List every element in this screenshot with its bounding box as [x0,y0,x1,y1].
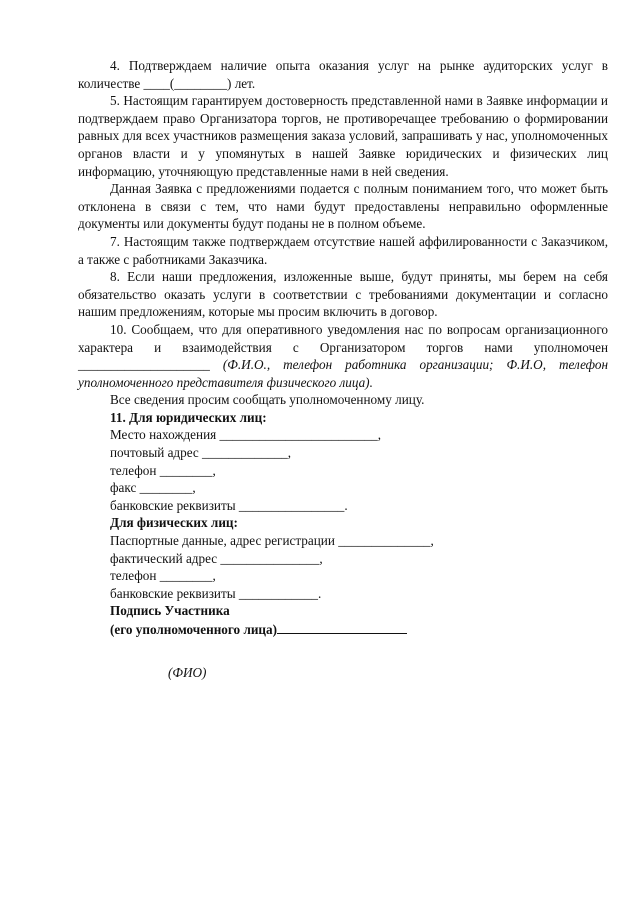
legal-field-address: Место нахождения ________________________, [110,427,382,443]
phys-heading: Для физических лиц: [110,515,238,531]
signature-line [277,620,407,634]
phys-field-bank: банковские реквизиты ____________. [110,585,322,601]
legal-field-fax: факс ________, [110,480,196,496]
paragraph-all-info: Все сведения просим сообщать уполномоченному лицу. [110,392,425,408]
paragraph-10-text: 10. Сообщаем, что для оперативного уведомления нас по вопросам организационного характера и взаимодействия с Организатором торгов нами уполномочен [78,321,608,355]
legal-field-postal: почтовый адрес _____________, [110,445,292,461]
signature-subtitle-text: (его уполномоченного лица) [110,622,278,637]
fio-label: (ФИО) [168,665,207,680]
paragraph-8: 8. Если наши предложения, изложенные выше, будут приняты, мы берем на себя обязательство оказать услуги в соответствии с требованиями документации и согласно нашим предложениям, которые мы просим включить в договор. [78,269,608,320]
paragraph-5: 5. Настоящим гарантируем достоверность представленной нами в Заявке информации и подтверждаем право Организатора торгов, не противоречащее требованию о формировании равных для всех участников размещения заказа условий, запрашивать у нас, уполномоченных органов власти и у упомянутых в нашей Заявке юридических и физических лиц информацию, уточняющую представленные нами в ней сведения. [78,93,608,179]
legal-field-bank: банковские реквизиты ________________. [110,497,348,513]
signature-subtitle [78,620,608,639]
paragraph-10-blank: ____________________ [78,357,210,373]
paragraph-10-note: (Ф.И.О., телефон работника организации; Ф.И.О, телефон уполномоченного представителя физического лица). [78,357,608,390]
phys-field-passport: Паспортные данные, адрес регистрации ______________, [110,533,434,549]
paragraph-4: 4. Подтверждаем наличие опыта оказания услуг на рынке аудиторских услуг в количестве ____(________) лет. [78,58,608,91]
legal-field-phone: телефон ________, [110,462,216,478]
legal-heading: 11. Для юридических лиц: [110,409,267,425]
phys-field-address: фактический адрес _______________, [110,550,323,566]
phys-field-phone: телефон ________, [110,568,216,584]
signature-title: Подпись Участника [110,603,230,619]
document-page [78,57,608,639]
paragraph-6: Данная Заявка с предложениями подается с полным пониманием того, что может быть отклонена в связи с тем, что нами будут предоставлены неправильно оформленные документы или документы будут поданы не в полном объеме. [78,181,608,232]
paragraph-10 [78,321,608,391]
paragraph-7: 7. Настоящим также подтверждаем отсутствие нашей аффилированности с Заказчиком, а также с работниками Заказчика. [78,233,608,267]
